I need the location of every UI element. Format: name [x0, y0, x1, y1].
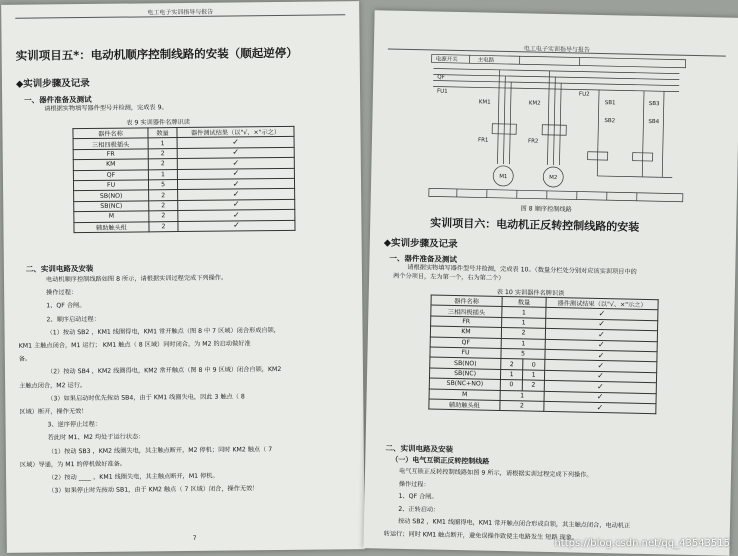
instruction-text-1: 请根据实物填写器件型号并检测，完成表 10。（数量分栏处分别对应该实训项目中的 [407, 264, 637, 277]
device-quantity: 2 [149, 211, 178, 222]
procedure-line: 操作过程： [399, 480, 430, 489]
procedure-text [1, 1, 359, 5]
procedure-text [375, 10, 738, 18]
right-page [363, 10, 738, 556]
procedure-line: 主触点闭合，M2 运行。 [19, 382, 86, 391]
procedure-line: 2、正转启动： [398, 505, 439, 514]
device-name: KM [73, 159, 148, 170]
device-name: SB(NO) [430, 357, 501, 369]
device-name: FR [73, 149, 148, 160]
device-name: KM [430, 326, 501, 338]
device-name: QF [73, 169, 148, 180]
test-result-mark: ✓ [178, 209, 295, 221]
device-name: FU [73, 180, 148, 191]
label-power: 电源开关 [436, 55, 459, 63]
procedure-line: 区域）导通，为 M1 的停机做好准备。 [20, 460, 126, 469]
subheading-circuit: 二、实训电路及安装 [385, 443, 453, 455]
table-caption: 表 9 实训器件名牌识读 [126, 117, 190, 127]
device-name: 辅助触头组 [74, 221, 149, 232]
device-name: QF [430, 337, 501, 349]
device-name: M [429, 388, 500, 400]
procedure-line: 操作过程： [46, 289, 77, 297]
quantity-part2: 2 [522, 380, 544, 391]
device-name: 三相四极插头 [73, 138, 148, 149]
label-km1: KM1 [479, 99, 491, 105]
procedure-line: 1、QF 合闸。 [398, 493, 437, 502]
device-name: FR [431, 316, 502, 328]
col-header: 器件测试结果（以"√、×"示之） [177, 126, 294, 138]
device-name: 三相四极插头 [431, 305, 502, 317]
device-name: SB(NO) [74, 190, 149, 201]
label-fr1: FR1 [478, 137, 489, 143]
procedure-line: 3、逆序停止过程： [48, 421, 102, 430]
quantity-part1: 1 [500, 369, 522, 380]
procedure-line: KM1 主触点闭合，M1 运行； KM1 触点（ 8 区域）同时闭合，为 M2 的启动做好准 [19, 340, 251, 350]
test-result-mark: ✓ [544, 380, 656, 393]
label-main: 主电路 [478, 55, 495, 63]
procedure-line: 转运行；同时 KM1 触点断开，避免误操作致使主电路发生 短路 现象。 [384, 530, 579, 542]
procedure-line: （1）按动 SB2 ，KM1 线圈得电，KM1 常开触点（图 8 中 7 区域）闭合形成自锁， [47, 327, 280, 337]
device-quantity: 1 [148, 169, 177, 180]
section-heading: ◆实训步骤及记录 [384, 234, 458, 250]
page-number: 7 [193, 535, 197, 542]
quantity-part1: 1 [501, 338, 545, 349]
label-m2: M2 [549, 175, 557, 181]
table-caption: 表 10 实训器件名牌识读 [497, 287, 565, 297]
procedure-line: 若此时 M1、M2 均处于运行状态： [48, 434, 145, 443]
col-header: 器件名称 [431, 295, 502, 307]
quantity-part1: 1 [500, 390, 544, 401]
procedure-line: 电动机顺序控制线路如图 8 所示，请根据实训过程完成下列操作。 [46, 275, 227, 285]
subheading-devices: 一、器件准备及测试 [389, 253, 457, 265]
device-table [428, 294, 658, 414]
label-fr2: FR2 [528, 138, 539, 144]
procedure-line: 1、QF 合闸。 [46, 302, 85, 310]
quantity-part1: 5 [501, 348, 545, 359]
test-result-mark: ✓ [177, 168, 294, 180]
running-header: 电工电子实训指导与报告 [374, 40, 738, 57]
device-quantity: 1 [148, 138, 177, 149]
procedure-line: （3）如果启动时优先按动 SB4，由于 KM1 线圈失电，因此 3 触点（ 8 [47, 393, 245, 403]
quantity-part2: 0 [523, 359, 545, 370]
col-header: 器件名称 [73, 128, 148, 139]
test-result-mark: ✓ [544, 391, 656, 404]
label-qf: QF [437, 75, 445, 81]
running-header: 电工电子实训指导与报告 [1, 5, 359, 18]
label-sb2: SB2 [604, 118, 615, 124]
device-table [72, 126, 295, 233]
device-name: FU [430, 347, 501, 359]
col-header: 数量 [502, 296, 546, 307]
test-result-mark: ✓ [544, 370, 656, 383]
test-result-mark: ✓ [545, 360, 657, 373]
quantity-part1: 0 [500, 380, 522, 391]
label-sb4: SB4 [648, 119, 659, 125]
quantity-part1: 1 [502, 307, 546, 318]
device-quantity: 2 [149, 190, 178, 201]
label-sb3: SB3 [649, 101, 660, 107]
procedure-line: 2、顺序启动过程： [46, 315, 100, 324]
device-quantity: 2 [149, 221, 178, 232]
test-result-mark: ✓ [545, 329, 657, 342]
test-result-mark: ✓ [178, 189, 295, 201]
test-result-mark: ✓ [545, 349, 657, 362]
project-title: 实训项目六：电动机正反转控制线路的安装 [430, 214, 639, 234]
procedure-line: 电气互锁正反转控制线路如图 9 所示，请根据实训过程完成下列操作。 [399, 468, 593, 480]
diagram-footer-bar [429, 188, 683, 201]
table-row [74, 220, 295, 233]
subheading-circuit: 二、实训电路及安装 [26, 263, 94, 275]
label-fu2: FU2 [579, 92, 590, 98]
device-quantity: 5 [148, 180, 177, 191]
section-heading: ◆实训步骤及记录 [16, 75, 90, 90]
test-result-mark: ✓ [178, 220, 295, 232]
watermark: https://blog.csdn.net/qq_43543515 [554, 538, 730, 549]
instruction-text-2: 两个分项目，左为第一个，右为第二个） [393, 273, 505, 283]
quantity-part1: 2 [501, 328, 545, 339]
test-result-mark: ✓ [545, 339, 657, 352]
project-title: 实训项目五*：电动机顺序控制线路的安装（顺起逆停） [16, 45, 298, 64]
procedure-line: （3）如果停止时先按动 SB1，由于 KM2 触点（ 7 区域）闭合，操作无效！ [48, 485, 258, 495]
label-sb1: SB1 [605, 100, 616, 106]
quantity-part1: 2 [500, 400, 544, 411]
quantity-part1: 2 [501, 359, 523, 370]
test-result-mark: ✓ [177, 158, 294, 170]
instruction-text: 请根据实物填写器件型号并检测，完成表 9。 [44, 104, 168, 113]
device-name: 辅助触头组 [429, 399, 500, 411]
test-result-mark: ✓ [177, 178, 294, 190]
test-result-mark: ✓ [546, 318, 658, 331]
procedure-line: 按动 SB2 ，KM1 线圈得电，KM1 常开触点闭合形成自锁，其主触点闭合，电动机正 [398, 518, 630, 531]
control-circuit-diagram [427, 52, 688, 203]
subheading-devices: 一、器件准备及测试 [24, 94, 92, 106]
figure-caption: 图 8 顺序控制线路 [520, 203, 571, 213]
left-page [1, 1, 365, 553]
device-name: SB(NC) [74, 201, 149, 212]
subheading-interlock: （一）电气互锁正反转控制线路 [391, 455, 489, 467]
test-result-mark: ✓ [177, 147, 294, 159]
test-result-mark: ✓ [177, 137, 294, 149]
label-fu1: FU1 [437, 89, 448, 95]
quantity-part1: 1 [502, 317, 546, 328]
procedure-line: 区域）断开，操作无效！ [19, 408, 87, 417]
test-result-mark: ✓ [544, 401, 656, 414]
test-result-mark: ✓ [546, 308, 658, 321]
col-header: 器件测试结果（以"√、×"示之） [546, 297, 658, 310]
procedure-line: （2）按动 ____ ，KM1 线圈失电，其主触点断开，M1 停机。 [48, 473, 219, 483]
test-result-mark: ✓ [178, 199, 295, 211]
label-km2: KM2 [529, 100, 541, 106]
device-name: M [74, 211, 149, 222]
col-header: 数量 [148, 128, 177, 139]
device-quantity: 2 [148, 148, 177, 159]
device-quantity: 2 [148, 159, 177, 170]
device-name: SB(NC) [429, 368, 500, 380]
procedure-line: 备。 [19, 356, 31, 364]
device-name: SB(NC+NO) [429, 378, 500, 390]
quantity-part2: 1 [522, 370, 544, 381]
device-quantity: 2 [149, 200, 178, 211]
procedure-line: （2）按动 SB4 ，KM2 线圈得电，KM2 常开触点（图 8 中 9 区域）闭合自锁，KM2 [47, 366, 281, 376]
label-m1: M1 [499, 174, 507, 180]
procedure-line: （1）按动 SB3 ，KM2 线圈失电，其主触点断开，M2 停机；同时 KM2 触点（ 7 [48, 446, 272, 456]
